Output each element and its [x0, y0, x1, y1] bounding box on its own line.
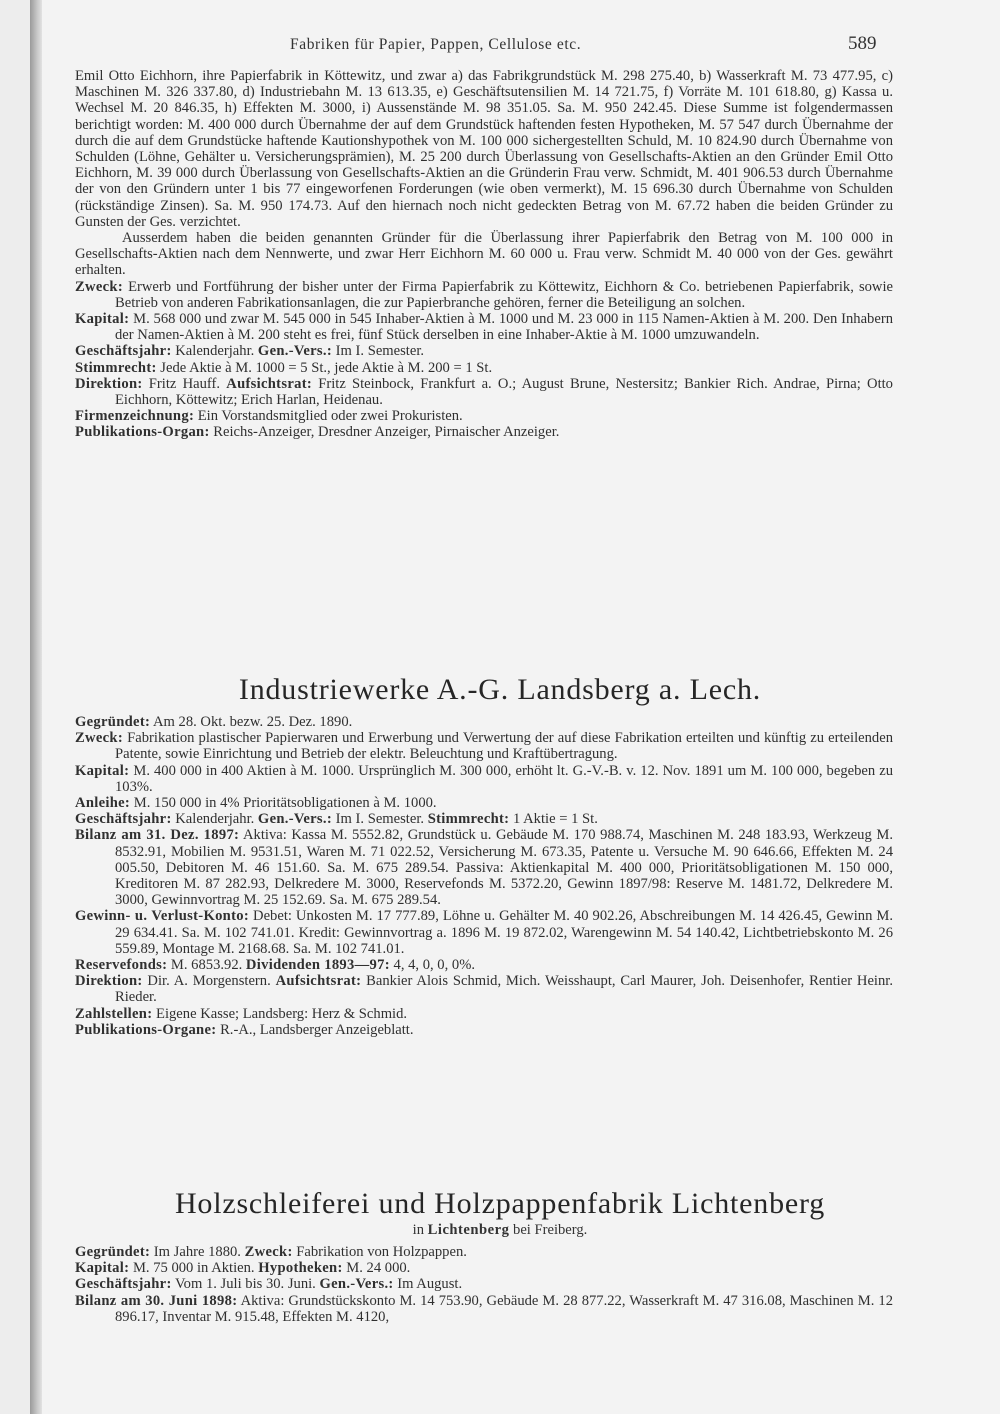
company-title: Holzschleiferei und Holzpappenfabrik Lichtenberg: [174, 1187, 826, 1220]
page-number: 589: [848, 33, 877, 54]
company-location: [0, 1222, 1000, 1239]
entry-label: Gewinn- u. Verlust-Konto:: [75, 908, 250, 925]
entry-text-2: Im I. Semester.: [332, 343, 425, 360]
entry-label: Publikations-Organe:: [75, 1021, 217, 1038]
entry-label: Kapital:: [75, 1260, 130, 1277]
entry-zweck: [75, 279, 893, 311]
entry-bilanz: [75, 1293, 893, 1325]
entry-label-2: Aufsichtsrat:: [275, 973, 362, 990]
founders-paragraph: Ausserdem haben die beiden genannten Gründer für die Überlassung ihrer Papierfabrik den Betrag von M. 100 000 in Gesellschafts-Aktien nach dem Nennwerte, und zwar Herr Eichhorn M. 60 000 u. Frau verw. Schmidt M. 40 000 von der Ges. gewährt erhalten.: [75, 230, 893, 279]
entry-text: Reichs-Anzeiger, Dresdner Anzeiger, Pirnaischer Anzeiger.: [209, 424, 560, 441]
entry-geschaeftsjahr: [75, 343, 893, 359]
entry-firmenzeichnung: [75, 408, 893, 424]
entry-text: Kalenderjahr.: [171, 343, 258, 360]
entry-label-2: Zweck:: [244, 1244, 293, 1260]
entry-text-2: Fritz Steinbock, Frankfurt a. O.; August Brune, Nestersitz; Bankier Rich. Andrae, Pirna; Otto Eichhorn, Köttewitz; Erich Harlan, Heidenau.: [115, 375, 893, 409]
entry-bilanz: [75, 827, 893, 908]
entry-text-2: Fabrikation von Holzpappen.: [292, 1244, 467, 1260]
entry-label: Firmenzeichnung:: [75, 408, 195, 425]
section-industriewerke-landsberg: [75, 714, 893, 1038]
section-holzschleiferei-lichtenberg: [75, 1244, 893, 1325]
entry-text: Aktiva: Kassa M. 5552.82, Grundstück u. Gebäude M. 170 988.74, Maschinen M. 248 183.93, Werkzeug M. 8532.91, Mobilien M. 9531.51, Waren M. 71 022.52, Versicherung M. 673.35, Patente u. Versuche M. 90 646.66, Effekten M. 24 005.50, Debitoren M. 46 151.60. Sa. M. 675 289.54. Passiva: Aktienkapital M. 400 000, Prioritätsobligationen M. 150 000, Kreditoren M. 87 282.93, Delkredere M. 3000, Reservefonds M. 5372.20, Gewinn 1897/98: Reserve M. 1481.72, Delkredere M. 3000, Gewinnvortrag M. 25 152.69. Sa. M. 675 289.54.: [115, 827, 893, 909]
running-header: Fabriken für Papier, Pappen, Cellulose etc.: [290, 36, 582, 53]
entry-label: Reservefonds:: [75, 957, 168, 974]
entry-text: M. 6853.92.: [167, 957, 246, 974]
entry-label: Anleihe:: [75, 795, 131, 812]
entry-text: M. 568 000 und zwar M. 545 000 in 545 Inhaber-Aktien à M. 1000 und M. 23 000 in 115 Namen-Aktien à M. 200. Den Inhabern der Namen-Aktien à M. 200 steht es frei, fünf Stück derselben in eine Inhaber-Aktie à M. 1000 umzuwandeln.: [115, 311, 893, 344]
entry-label: Bilanz am 30. Juni 1898:: [75, 1292, 238, 1309]
entry-label-2: Gen.-Vers.:: [257, 811, 333, 828]
entry-direktion: [75, 973, 893, 1005]
entry-text: Fritz Hauff.: [142, 375, 227, 392]
entry-direktion: [75, 376, 893, 408]
entry-text: Vom 1. Juli bis 30. Juni.: [171, 1276, 320, 1293]
entry-reservefonds: [75, 957, 893, 973]
entry-label: Zahlstellen:: [75, 1005, 153, 1022]
subtitle-prefix: in: [412, 1222, 428, 1238]
entry-text: M. 75 000 in Aktien.: [129, 1260, 259, 1277]
entry-text: Dir. A. Morgenstern.: [142, 973, 276, 990]
entry-kapital: [75, 763, 893, 795]
entry-geschaeftsjahr: [75, 811, 893, 827]
entry-text-2: Im August.: [393, 1276, 463, 1293]
entry-label-2: Hypotheken:: [258, 1260, 343, 1277]
entry-label: Geschäftsjahr:: [75, 811, 172, 828]
company-title: Industriewerke A.-G. Landsberg a. Lech.: [238, 673, 762, 706]
entry-gewinn-verlust-konto: [75, 908, 893, 957]
entry-zahlstellen: [75, 1006, 893, 1022]
intro-paragraph: Emil Otto Eichhorn, ihre Papierfabrik in Köttewitz, und zwar a) das Fabrikgrundstück M. 298 275.40, b) Wasserkraft M. 73 477.95, c) Maschinen M. 326 337.80, d) Industriebahn M. 13 613.35, e) Geschäftsutensilien M. 14 721.75, f) Vorräte M. 101 618.80, g) Kassa u. Wechsel M. 20 846.35, h) Effekten M. 3000, i) Aussenstände M. 98 351.05. Sa. M. 950 242.45. Diese Summe ist folgendermassen berichtigt worden: M. 400 000 durch Übernahme der auf dem Grundstück haftenden festen Hypotheken, M. 57 547 durch Übernahme der durch die auf dem Grundstücke haftende Kautionshypothek von M. 100 000 sichergestellten Schuld, M. 10 824.90 durch Übernahme von Schulden (Löhne, Gehälter u. Versicherungsprämien), M. 25 200 durch Überlassung von Gesellschafts-Aktien an den Gründer Emil Otto Eichhorn, M. 39 000 durch Überlassung von Gesellschafts-Aktien an die Gründerin Frau verw. Schmidt, M. 401 906.53 durch Übernahme der von den Gründern unter 1 bis 77 eingeworfenen Forderungen (wie oben vermerkt), M. 15 696.30 durch Übernahme von Schulden (rückständige Zinsen). Sa. M. 950 174.73. Auf den hiernach noch nicht gedeckten Betrag von M. 67.72 haben die beiden Gründer zu Gunsten der Ges. verzichtet.: [75, 68, 893, 230]
entry-label: Gegründet:: [75, 1244, 151, 1260]
entry-label: Geschäftsjahr:: [75, 343, 172, 360]
entry-text: Jede Aktie à M. 1000 = 5 St., jede Aktie à M. 200 = 1 St.: [156, 359, 493, 376]
entry-label-3: Stimmrecht:: [427, 811, 510, 828]
entry-label: Direktion:: [75, 973, 143, 990]
entry-text: Am 28. Okt. bezw. 25. Dez. 1890.: [150, 714, 353, 730]
entry-label: Publikations-Organ:: [75, 424, 210, 441]
entry-text: Kalenderjahr.: [171, 811, 258, 828]
entry-text-2: Bankier Alois Schmid, Mich. Weisshaupt, Carl Maurer, Joh. Deisenhofer, Rentier Heinr. Rieder.: [115, 973, 893, 1006]
entry-text: M. 150 000 in 4% Prioritätsobligationen à M. 1000.: [130, 795, 437, 812]
entry-text-3: 1 Aktie = 1 St.: [509, 811, 598, 828]
entry-text: Erwerb und Fortführung der bisher unter der Firma Papierfabrik zu Köttewitz, Eichhorn & Co. betriebenen Papierfabrik, sowie Betrieb von anderen Fabrikationsanlagen, die zur Papierbranche gehören, ferner die Beteiligung an solchen.: [115, 278, 893, 311]
entry-label: Gegründet:: [75, 714, 151, 730]
entry-anleihe: [75, 795, 893, 811]
entry-label: Direktion:: [75, 375, 143, 392]
entry-text-2: M. 24 000.: [342, 1260, 411, 1277]
entry-text: Eigene Kasse; Landsberg: Herz & Schmid.: [152, 1005, 408, 1022]
entry-geschaeftsjahr: [75, 1276, 893, 1292]
section-papierfabrik-koettewitz: [75, 68, 893, 441]
entry-text: M. 400 000 in 400 Aktien à M. 1000. Ursprünglich M. 300 000, erhöht lt. G.-V.-B. v. 12. Nov. 1891 um M. 100 000, begeben zu 103%.: [115, 762, 893, 795]
entry-text-2: Im I. Semester.: [332, 811, 428, 828]
entry-publikations-organ: [75, 424, 893, 440]
entry-stimmrecht: [75, 360, 893, 376]
entry-label: Geschäftsjahr:: [75, 1276, 172, 1293]
entry-kapital: [75, 311, 893, 343]
entry-label-2: Gen.-Vers.:: [319, 1276, 394, 1293]
entry-label-2: Gen.-Vers.:: [257, 343, 333, 360]
entry-label: Kapital:: [75, 311, 130, 328]
entry-kapital: [75, 1260, 893, 1276]
entry-label: Zweck:: [75, 278, 124, 295]
entry-gegruendet: [75, 1244, 893, 1260]
subtitle-suffix: bei Freiberg.: [509, 1222, 588, 1238]
entry-text-2: 4, 4, 0, 0, 0%.: [389, 957, 476, 974]
entry-label: Stimmrecht:: [75, 359, 157, 376]
entry-zweck: [75, 730, 893, 762]
subtitle-place: Lichtenberg: [427, 1222, 510, 1238]
entry-label: Bilanz am 31. Dez. 1897:: [75, 827, 240, 844]
entry-label: Zweck:: [75, 730, 124, 747]
entry-text: Ein Vorstandsmitglied oder zwei Prokuristen.: [194, 408, 463, 425]
entry-gegruendet: [75, 714, 893, 730]
entry-label-2: Aufsichtsrat:: [226, 375, 313, 392]
entry-publikations-organe: [75, 1022, 893, 1038]
entry-label: Kapital:: [75, 762, 130, 779]
entry-label-2: Dividenden 1893—97:: [245, 957, 390, 974]
entry-text: Debet: Unkosten M. 17 777.89, Löhne u. Gehälter M. 40 902.26, Abschreibungen M. 14 426.45, Gewinn M. 29 634.41. Sa. M. 102 741.01. Kredit: Gewinnvortrag a. 1896 M. 19 872.02, Warengewinn M. 54 140.42, Lichtbetriebskonto M. 26 559.89, Montage M. 2168.68. Sa. M. 102 741.01.: [115, 908, 893, 957]
entry-text: Aktiva: Grundstückskonto M. 14 753.90, Gebäude M. 28 877.22, Wasserkraft M. 47 316.08, Maschinen M. 12 896.17, Inventar M. 915.48, Effekten M. 4120,: [115, 1292, 893, 1325]
entry-text: Im Jahre 1880.: [150, 1244, 245, 1260]
entry-text: R.-A., Landsberger Anzeigeblatt.: [216, 1021, 414, 1038]
entry-text: Fabrikation plastischer Papierwaren und Erwerbung und Verwertung der auf diese Fabrikation erteilten und künftig zu erteilenden Patente, sowie Einrichtung und Betrieb der elektr. Beleuchtung und Kraftübertragung.: [115, 730, 893, 763]
